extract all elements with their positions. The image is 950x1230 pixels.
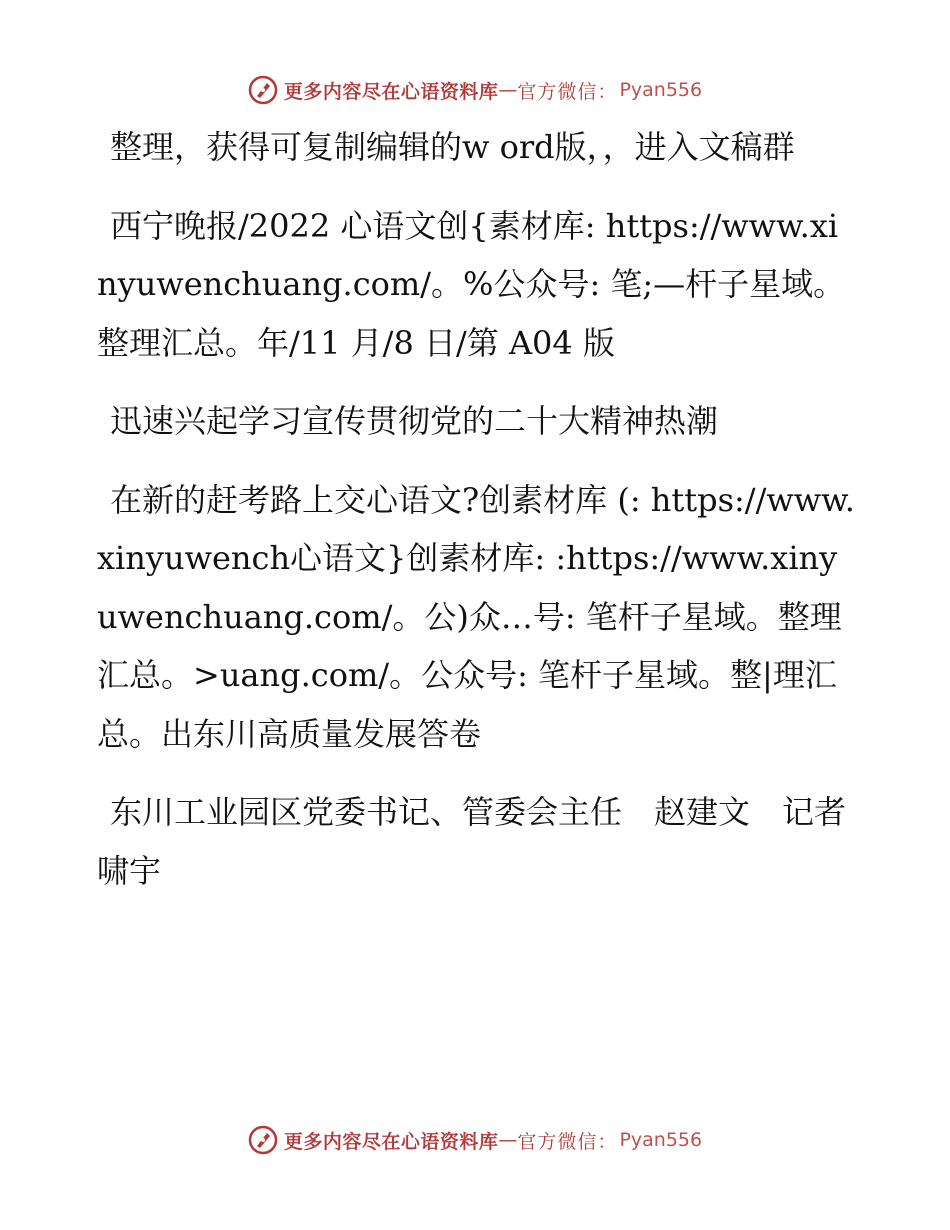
header-banner bbox=[0, 70, 950, 110]
banner-dash: — bbox=[498, 79, 518, 101]
banner-dash: — bbox=[498, 1129, 518, 1151]
banner-wechat-id: Pyan556 bbox=[619, 1129, 703, 1151]
banner-official-label: 官方微信： bbox=[517, 80, 618, 103]
paragraph-2: 西宁晚报/2022 心语文创{素材库: https://www.xinyuwenchuang.com/。%公众号: 笔;—杆子星域。整理汇总。年/11 月/8 日/第 A04 版 bbox=[97, 206, 846, 362]
banner-wechat-id: Pyan556 bbox=[619, 79, 703, 101]
paragraph-4: 在新的赶考路上交心语文?创素材库 (: https://www.xinyuwench心语文}创素材库: :https://www.xinyuwenchuang.com/。公)众…号: 笔杆子星域。整理汇总。>uang.com/。公众号: 笔杆子星域。整|理汇总。出东川高质量发展答卷 bbox=[97, 480, 855, 753]
paragraph-1: 整理，获得可复制编辑的w ord版，，进入文稿群 bbox=[110, 128, 795, 166]
footer-banner bbox=[0, 1120, 950, 1160]
banner-official-label: 官方微信： bbox=[517, 1130, 618, 1153]
pen-nib-circle-icon bbox=[248, 75, 278, 105]
paragraph-3-headline: 迅速兴起学习宣传贯彻党的二十大精神热潮 bbox=[110, 402, 719, 440]
banner-lead-text: 更多内容尽在心语资料库 bbox=[283, 80, 499, 103]
paragraph-5-byline: 东川工业园区党委书记、管委会主任 赵建文 记者 啸宇 bbox=[97, 793, 879, 890]
pen-nib-circle-icon bbox=[248, 1125, 278, 1155]
document-body bbox=[97, 118, 879, 920]
banner-lead-text: 更多内容尽在心语资料库 bbox=[283, 1130, 499, 1153]
